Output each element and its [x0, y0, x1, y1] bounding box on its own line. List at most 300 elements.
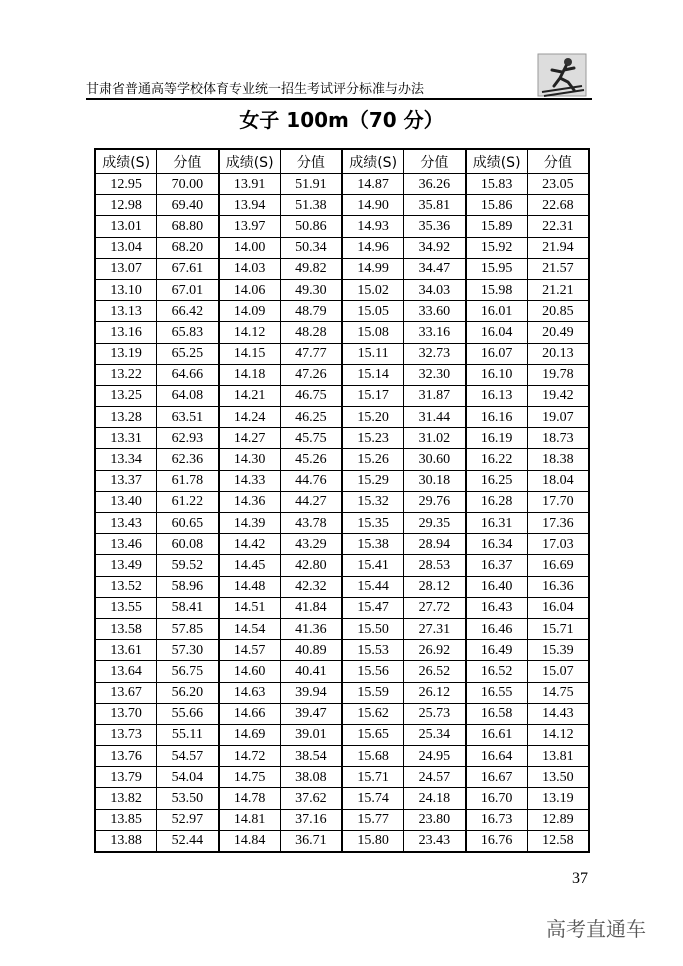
points-cell: 39.01 — [280, 724, 342, 745]
score-cell: 13.43 — [95, 513, 157, 534]
score-cell: 16.58 — [466, 703, 528, 724]
score-cell: 13.22 — [95, 364, 157, 385]
score-cell: 13.58 — [95, 618, 157, 639]
score-cell: 16.76 — [466, 830, 528, 852]
points-cell: 24.57 — [404, 767, 466, 788]
score-cell: 15.98 — [466, 279, 528, 300]
points-cell: 50.34 — [280, 237, 342, 258]
points-cell: 52.97 — [157, 809, 219, 830]
points-cell: 61.78 — [157, 470, 219, 491]
score-cell: 15.44 — [342, 576, 404, 597]
points-cell: 17.36 — [527, 513, 589, 534]
score-cell: 14.90 — [342, 195, 404, 216]
points-cell: 40.89 — [280, 640, 342, 661]
points-cell: 20.85 — [527, 301, 589, 322]
points-cell: 41.84 — [280, 597, 342, 618]
points-cell: 27.31 — [404, 618, 466, 639]
points-cell: 13.81 — [527, 746, 589, 767]
points-cell: 15.07 — [527, 661, 589, 682]
header-title: 甘肃省普通高等学校体育专业统一招生考试评分标准与办法 — [86, 82, 425, 97]
score-cell: 16.16 — [466, 407, 528, 428]
points-cell: 26.52 — [404, 661, 466, 682]
score-cell: 15.89 — [466, 216, 528, 237]
score-cell: 14.63 — [219, 682, 281, 703]
score-cell: 14.57 — [219, 640, 281, 661]
score-cell: 14.66 — [219, 703, 281, 724]
points-cell: 44.76 — [280, 470, 342, 491]
points-cell: 49.82 — [280, 258, 342, 279]
points-cell: 36.71 — [280, 830, 342, 852]
points-cell: 23.80 — [404, 809, 466, 830]
score-cell: 15.02 — [342, 279, 404, 300]
score-cell: 16.25 — [466, 470, 528, 491]
points-cell: 23.43 — [404, 830, 466, 852]
score-cell: 15.08 — [342, 322, 404, 343]
score-cell: 14.84 — [219, 830, 281, 852]
score-cell: 16.67 — [466, 767, 528, 788]
points-cell: 45.75 — [280, 428, 342, 449]
table-row — [95, 724, 589, 745]
col-header-score: 成绩(S) — [219, 149, 281, 174]
table-row — [95, 322, 589, 343]
table-row — [95, 428, 589, 449]
score-cell: 13.28 — [95, 407, 157, 428]
table-row — [95, 216, 589, 237]
points-cell: 19.07 — [527, 407, 589, 428]
score-cell: 15.56 — [342, 661, 404, 682]
points-cell: 43.29 — [280, 534, 342, 555]
score-cell: 15.77 — [342, 809, 404, 830]
points-cell: 12.58 — [527, 830, 589, 852]
points-cell: 15.39 — [527, 640, 589, 661]
header-rule — [86, 98, 592, 100]
table-row — [95, 491, 589, 512]
points-cell: 24.18 — [404, 788, 466, 809]
score-cell: 15.62 — [342, 703, 404, 724]
points-cell: 13.19 — [527, 788, 589, 809]
points-cell: 33.16 — [404, 322, 466, 343]
points-cell: 14.12 — [527, 724, 589, 745]
score-cell: 13.55 — [95, 597, 157, 618]
points-cell: 22.31 — [527, 216, 589, 237]
points-cell: 20.49 — [527, 322, 589, 343]
score-cell: 13.64 — [95, 661, 157, 682]
score-cell: 14.81 — [219, 809, 281, 830]
page-title: 女子 100m（70 分） — [239, 108, 444, 132]
score-cell: 14.18 — [219, 364, 281, 385]
points-cell: 37.62 — [280, 788, 342, 809]
points-cell: 42.80 — [280, 555, 342, 576]
score-cell: 16.37 — [466, 555, 528, 576]
table-row — [95, 237, 589, 258]
table-row — [95, 195, 589, 216]
table-row — [95, 343, 589, 364]
points-cell: 62.36 — [157, 449, 219, 470]
score-cell: 16.31 — [466, 513, 528, 534]
points-cell: 48.28 — [280, 322, 342, 343]
score-cell: 15.41 — [342, 555, 404, 576]
score-cell: 14.96 — [342, 237, 404, 258]
table-row — [95, 767, 589, 788]
score-cell: 14.78 — [219, 788, 281, 809]
score-cell: 13.10 — [95, 279, 157, 300]
score-cell: 14.75 — [219, 767, 281, 788]
score-cell: 16.70 — [466, 788, 528, 809]
table-row — [95, 279, 589, 300]
score-cell: 13.49 — [95, 555, 157, 576]
points-cell: 51.91 — [280, 174, 342, 195]
table-row — [95, 576, 589, 597]
score-cell: 16.49 — [466, 640, 528, 661]
score-cell: 14.06 — [219, 279, 281, 300]
points-cell: 26.92 — [404, 640, 466, 661]
score-cell: 16.01 — [466, 301, 528, 322]
points-cell: 53.50 — [157, 788, 219, 809]
score-cell: 14.24 — [219, 407, 281, 428]
points-cell: 33.60 — [404, 301, 466, 322]
points-cell: 38.54 — [280, 746, 342, 767]
score-cell: 14.12 — [219, 322, 281, 343]
points-cell: 39.94 — [280, 682, 342, 703]
points-cell: 67.61 — [157, 258, 219, 279]
col-header-points: 分值 — [527, 149, 589, 174]
score-cell: 14.51 — [219, 597, 281, 618]
table-row — [95, 703, 589, 724]
score-cell: 13.04 — [95, 237, 157, 258]
points-cell: 66.42 — [157, 301, 219, 322]
score-cell: 13.70 — [95, 703, 157, 724]
score-cell: 15.53 — [342, 640, 404, 661]
score-cell: 16.28 — [466, 491, 528, 512]
table-body — [95, 174, 589, 853]
table-row — [95, 470, 589, 491]
score-cell: 15.32 — [342, 491, 404, 512]
score-cell: 15.80 — [342, 830, 404, 852]
points-cell: 42.32 — [280, 576, 342, 597]
table-row — [95, 661, 589, 682]
points-cell: 35.36 — [404, 216, 466, 237]
score-cell: 14.33 — [219, 470, 281, 491]
score-cell: 15.86 — [466, 195, 528, 216]
score-cell: 15.11 — [342, 343, 404, 364]
points-cell: 56.75 — [157, 661, 219, 682]
table-row — [95, 618, 589, 639]
score-cell: 16.10 — [466, 364, 528, 385]
points-cell: 31.44 — [404, 407, 466, 428]
score-cell: 16.13 — [466, 385, 528, 406]
points-cell: 70.00 — [157, 174, 219, 195]
points-cell: 24.95 — [404, 746, 466, 767]
score-cell: 15.35 — [342, 513, 404, 534]
points-cell: 47.77 — [280, 343, 342, 364]
points-cell: 30.18 — [404, 470, 466, 491]
score-cell: 13.52 — [95, 576, 157, 597]
score-cell: 16.19 — [466, 428, 528, 449]
score-cell: 13.76 — [95, 746, 157, 767]
points-cell: 21.21 — [527, 279, 589, 300]
points-cell: 46.25 — [280, 407, 342, 428]
points-cell: 47.26 — [280, 364, 342, 385]
points-cell: 49.30 — [280, 279, 342, 300]
points-cell: 65.25 — [157, 343, 219, 364]
points-cell: 58.96 — [157, 576, 219, 597]
points-cell: 45.26 — [280, 449, 342, 470]
points-cell: 28.53 — [404, 555, 466, 576]
score-cell: 13.25 — [95, 385, 157, 406]
score-cell: 13.97 — [219, 216, 281, 237]
table-row — [95, 809, 589, 830]
score-cell: 12.98 — [95, 195, 157, 216]
page-number: 37 — [572, 870, 588, 887]
score-cell: 13.13 — [95, 301, 157, 322]
points-cell: 26.12 — [404, 682, 466, 703]
points-cell: 15.71 — [527, 618, 589, 639]
points-cell: 14.75 — [527, 682, 589, 703]
points-cell: 18.04 — [527, 470, 589, 491]
score-cell: 15.71 — [342, 767, 404, 788]
points-cell: 59.52 — [157, 555, 219, 576]
score-cell: 15.74 — [342, 788, 404, 809]
score-cell: 15.14 — [342, 364, 404, 385]
points-cell: 22.68 — [527, 195, 589, 216]
score-cell: 14.54 — [219, 618, 281, 639]
score-cell: 14.30 — [219, 449, 281, 470]
points-cell: 29.76 — [404, 491, 466, 512]
points-cell: 69.40 — [157, 195, 219, 216]
points-cell: 57.30 — [157, 640, 219, 661]
score-cell: 16.07 — [466, 343, 528, 364]
score-cell: 13.40 — [95, 491, 157, 512]
score-cell: 14.99 — [342, 258, 404, 279]
score-cell: 15.83 — [466, 174, 528, 195]
score-cell: 13.88 — [95, 830, 157, 852]
col-header-points: 分值 — [280, 149, 342, 174]
points-cell: 38.08 — [280, 767, 342, 788]
score-cell: 13.46 — [95, 534, 157, 555]
points-cell: 12.89 — [527, 809, 589, 830]
skier-logo-icon — [534, 52, 590, 98]
points-cell: 34.03 — [404, 279, 466, 300]
points-cell: 19.42 — [527, 385, 589, 406]
table-row — [95, 407, 589, 428]
score-cell: 13.61 — [95, 640, 157, 661]
points-cell: 54.04 — [157, 767, 219, 788]
points-cell: 58.41 — [157, 597, 219, 618]
points-cell: 17.70 — [527, 491, 589, 512]
score-cell: 13.19 — [95, 343, 157, 364]
score-cell: 15.95 — [466, 258, 528, 279]
score-cell: 13.07 — [95, 258, 157, 279]
points-cell: 60.08 — [157, 534, 219, 555]
score-cell: 14.03 — [219, 258, 281, 279]
col-header-score: 成绩(S) — [466, 149, 528, 174]
points-cell: 32.73 — [404, 343, 466, 364]
score-cell: 14.72 — [219, 746, 281, 767]
points-cell: 29.35 — [404, 513, 466, 534]
score-cell: 13.85 — [95, 809, 157, 830]
score-cell: 14.09 — [219, 301, 281, 322]
table-row — [95, 597, 589, 618]
points-cell: 13.50 — [527, 767, 589, 788]
score-cell: 14.36 — [219, 491, 281, 512]
score-cell: 14.69 — [219, 724, 281, 745]
points-cell: 28.12 — [404, 576, 466, 597]
table-row — [95, 788, 589, 809]
points-cell: 25.34 — [404, 724, 466, 745]
points-cell: 65.83 — [157, 322, 219, 343]
table-row — [95, 746, 589, 767]
score-cell: 16.43 — [466, 597, 528, 618]
points-cell: 32.30 — [404, 364, 466, 385]
score-cell: 16.46 — [466, 618, 528, 639]
score-cell: 16.61 — [466, 724, 528, 745]
watermark: 高考直通车 — [546, 917, 646, 941]
points-cell: 64.66 — [157, 364, 219, 385]
points-cell: 48.79 — [280, 301, 342, 322]
table-row — [95, 534, 589, 555]
score-cell: 14.42 — [219, 534, 281, 555]
points-cell: 40.41 — [280, 661, 342, 682]
points-cell: 57.85 — [157, 618, 219, 639]
points-cell: 55.66 — [157, 703, 219, 724]
points-cell: 41.36 — [280, 618, 342, 639]
points-cell: 56.20 — [157, 682, 219, 703]
score-cell: 14.27 — [219, 428, 281, 449]
points-cell: 43.78 — [280, 513, 342, 534]
score-cell: 15.92 — [466, 237, 528, 258]
table-row — [95, 449, 589, 470]
table-row — [95, 682, 589, 703]
points-cell: 17.03 — [527, 534, 589, 555]
score-cell: 14.60 — [219, 661, 281, 682]
score-cell: 16.64 — [466, 746, 528, 767]
score-cell: 13.37 — [95, 470, 157, 491]
score-cell: 15.38 — [342, 534, 404, 555]
points-cell: 23.05 — [527, 174, 589, 195]
points-cell: 19.78 — [527, 364, 589, 385]
col-header-points: 分值 — [404, 149, 466, 174]
score-cell: 13.91 — [219, 174, 281, 195]
score-cell: 15.47 — [342, 597, 404, 618]
col-header-score: 成绩(S) — [342, 149, 404, 174]
score-cell: 16.55 — [466, 682, 528, 703]
score-cell: 13.01 — [95, 216, 157, 237]
table-row — [95, 830, 589, 852]
score-cell: 13.82 — [95, 788, 157, 809]
score-cell: 16.52 — [466, 661, 528, 682]
points-cell: 54.57 — [157, 746, 219, 767]
points-cell: 64.08 — [157, 385, 219, 406]
score-cell: 14.15 — [219, 343, 281, 364]
points-cell: 46.75 — [280, 385, 342, 406]
score-cell: 16.40 — [466, 576, 528, 597]
score-cell: 16.22 — [466, 449, 528, 470]
score-cell: 15.50 — [342, 618, 404, 639]
points-cell: 16.69 — [527, 555, 589, 576]
score-cell: 14.93 — [342, 216, 404, 237]
points-cell: 16.04 — [527, 597, 589, 618]
points-cell: 44.27 — [280, 491, 342, 512]
score-cell: 16.04 — [466, 322, 528, 343]
score-cell: 15.59 — [342, 682, 404, 703]
table-header-row — [95, 149, 589, 174]
points-cell: 18.73 — [527, 428, 589, 449]
score-cell: 15.20 — [342, 407, 404, 428]
score-cell: 13.16 — [95, 322, 157, 343]
col-header-points: 分值 — [157, 149, 219, 174]
table-row — [95, 555, 589, 576]
points-cell: 50.86 — [280, 216, 342, 237]
score-cell: 13.79 — [95, 767, 157, 788]
points-cell: 39.47 — [280, 703, 342, 724]
points-cell: 31.87 — [404, 385, 466, 406]
score-cell: 12.95 — [95, 174, 157, 195]
score-cell: 16.34 — [466, 534, 528, 555]
points-cell: 51.38 — [280, 195, 342, 216]
points-cell: 68.20 — [157, 237, 219, 258]
points-cell: 14.43 — [527, 703, 589, 724]
score-cell: 15.65 — [342, 724, 404, 745]
points-cell: 34.92 — [404, 237, 466, 258]
points-cell: 20.13 — [527, 343, 589, 364]
score-cell: 14.00 — [219, 237, 281, 258]
points-cell: 28.94 — [404, 534, 466, 555]
points-cell: 18.38 — [527, 449, 589, 470]
points-cell: 21.94 — [527, 237, 589, 258]
points-cell: 36.26 — [404, 174, 466, 195]
score-cell: 13.67 — [95, 682, 157, 703]
points-cell: 55.11 — [157, 724, 219, 745]
points-cell: 62.93 — [157, 428, 219, 449]
table-row — [95, 258, 589, 279]
score-cell: 16.73 — [466, 809, 528, 830]
col-header-score: 成绩(S) — [95, 149, 157, 174]
score-cell: 13.73 — [95, 724, 157, 745]
score-cell: 15.68 — [342, 746, 404, 767]
score-cell: 14.21 — [219, 385, 281, 406]
points-cell: 31.02 — [404, 428, 466, 449]
table-row — [95, 513, 589, 534]
points-cell: 16.36 — [527, 576, 589, 597]
score-cell: 15.23 — [342, 428, 404, 449]
score-cell: 15.29 — [342, 470, 404, 491]
table-row — [95, 301, 589, 322]
score-cell: 15.26 — [342, 449, 404, 470]
score-cell: 13.31 — [95, 428, 157, 449]
points-cell: 68.80 — [157, 216, 219, 237]
points-cell: 30.60 — [404, 449, 466, 470]
score-cell: 13.34 — [95, 449, 157, 470]
table-row — [95, 174, 589, 195]
points-cell: 35.81 — [404, 195, 466, 216]
score-cell: 15.05 — [342, 301, 404, 322]
points-cell: 34.47 — [404, 258, 466, 279]
score-table — [94, 148, 590, 853]
points-cell: 52.44 — [157, 830, 219, 852]
table-row — [95, 385, 589, 406]
score-cell: 14.45 — [219, 555, 281, 576]
score-cell: 14.39 — [219, 513, 281, 534]
points-cell: 60.65 — [157, 513, 219, 534]
points-cell: 27.72 — [404, 597, 466, 618]
score-cell: 14.87 — [342, 174, 404, 195]
score-cell: 14.48 — [219, 576, 281, 597]
table-row — [95, 640, 589, 661]
points-cell: 25.73 — [404, 703, 466, 724]
points-cell: 63.51 — [157, 407, 219, 428]
score-cell: 15.17 — [342, 385, 404, 406]
points-cell: 61.22 — [157, 491, 219, 512]
